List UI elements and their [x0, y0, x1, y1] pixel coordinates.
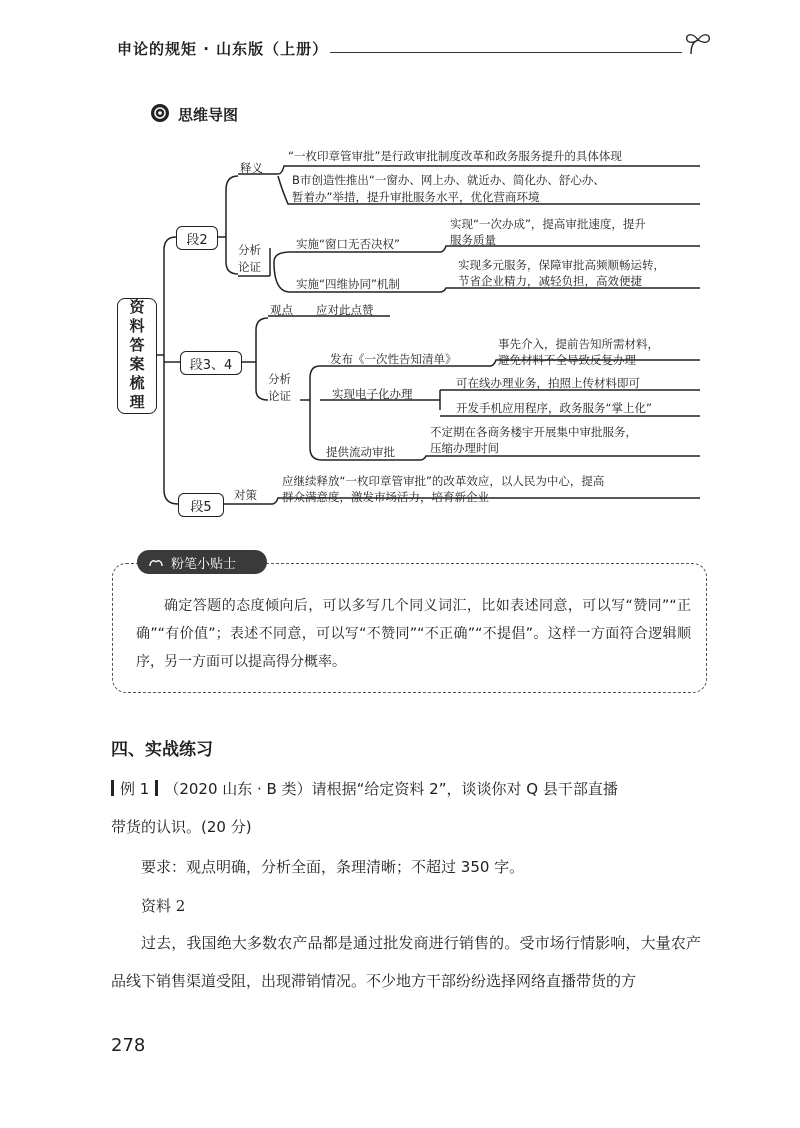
branch-label-guandian: 观点 [270, 303, 293, 317]
example-tag: 例 1 [120, 780, 150, 798]
item-c-line-1: 事先介入，提前告知所需材料， [498, 337, 659, 351]
mindmap-connectors [0, 0, 800, 540]
duice-line-2: 群众满意度，激发市场活力，培育新企业 [282, 490, 489, 504]
item-label-b: 实施“四维协同”机制 [296, 277, 400, 291]
practice-heading: 四、实战练习 [111, 740, 213, 760]
tip-badge-label: 粉笔小贴士 [171, 556, 237, 572]
node-label: 段2 [186, 232, 208, 248]
guandian-text: 应对此点赞 [316, 303, 374, 317]
mindmap-node-seg2 [176, 226, 218, 250]
branch-label-duice: 对策 [234, 488, 257, 502]
item-a-line-2: 服务质量 [450, 233, 496, 247]
item-c-line-2: 避免材料不全导致反复办理 [498, 353, 636, 367]
item-e-line-1: 不定期在各商务楼宇开展集中审批服务， [430, 425, 637, 439]
tag-bar-left [111, 780, 114, 796]
item-label-e: 提供流动审批 [326, 445, 395, 459]
tip-badge [137, 550, 267, 574]
item-label-c: 发布《一次性告知清单》 [330, 352, 457, 366]
shiyi-line-2a: B市创造性推出“一窗办、网上办、就近办、简化办、舒心办、 [292, 173, 605, 187]
item-d-line-2: 开发手机应用程序，政务服务“掌上化” [456, 401, 652, 415]
duice-line-1: 应继续释放“一枚印章管审批”的改革效应，以人民为中心，提高 [282, 474, 605, 488]
material-text: 过去，我国绝大多数农产品都是通过批发商进行销售的。受市场行情影响，大量农产品线下销售渠道受阻，出现滞销情况。不少地方干部纷纷选择网络直播带货的方 [111, 934, 701, 990]
sprout-small-icon [147, 556, 165, 568]
shiyi-line-1: “一枚印章管审批”是行政审批制度改革和政务服务提升的具体体现 [288, 149, 622, 163]
node-label: 段5 [190, 499, 212, 515]
branch-label-fenxi2-2: 论证 [268, 389, 291, 403]
shiyi-line-2b: 暂着办”举措，提升审批服务水平，优化营商环境 [292, 190, 540, 204]
example-line-1 [111, 778, 618, 799]
tag-bar-right [155, 780, 158, 796]
item-b-line-1: 实现多元服务，保障审批高频顺畅运转， [458, 258, 665, 272]
branch-label-fenxi-1: 分析 [238, 243, 261, 257]
running-header-title: 申论的规矩 · 山东版（上册） [117, 40, 329, 58]
mindmap-root-node [117, 298, 157, 414]
mindmap-root-label: 资料答案梳理 [127, 299, 146, 413]
node-label: 段3、4 [189, 357, 233, 373]
branch-label-shiyi: 释义 [240, 161, 263, 175]
tip-text: 确定答题的态度倾向后，可以多写几个同义词汇，比如表述同意，可以写“赞同”“正确”“有价值”；表述不同意，可以写“不赞同”“不正确”“不提倡”。这样一方面符合逻辑顺序，另一方面可以提高得分概率。 [136, 598, 691, 670]
mindmap-node-seg5 [178, 493, 224, 517]
example-text-1: （2020 山东 · B 类）请根据“给定资料 2”，谈谈你对 Q 县干部直播 [164, 780, 618, 798]
branch-label-fenxi2-1: 分析 [268, 372, 291, 386]
mindmap-title: 思维导图 [178, 106, 239, 124]
material-title: 资料 2 [141, 897, 186, 915]
item-label-d: 实现电子化办理 [332, 387, 413, 401]
mindmap-node-seg3-4 [180, 351, 242, 375]
item-b-line-2: 节省企业精力，减轻负担，高效便捷 [458, 274, 642, 288]
requirement: 要求：观点明确，分析全面，条理清晰；不超过 350 字。 [141, 858, 525, 876]
branch-label-fenxi-2: 论证 [238, 260, 261, 274]
item-d-line-1: 可在线办理业务，拍照上传材料即可 [456, 376, 640, 390]
item-a-line-1: 实现“一次办成”，提高审批速度，提升 [450, 217, 646, 231]
item-label-a: 实施“窗口无否决权” [296, 237, 400, 251]
page-number: 278 [111, 1035, 146, 1056]
example-line-2: 带货的认识。(20 分) [111, 818, 252, 836]
item-e-line-2: 压缩办理时间 [430, 441, 499, 455]
